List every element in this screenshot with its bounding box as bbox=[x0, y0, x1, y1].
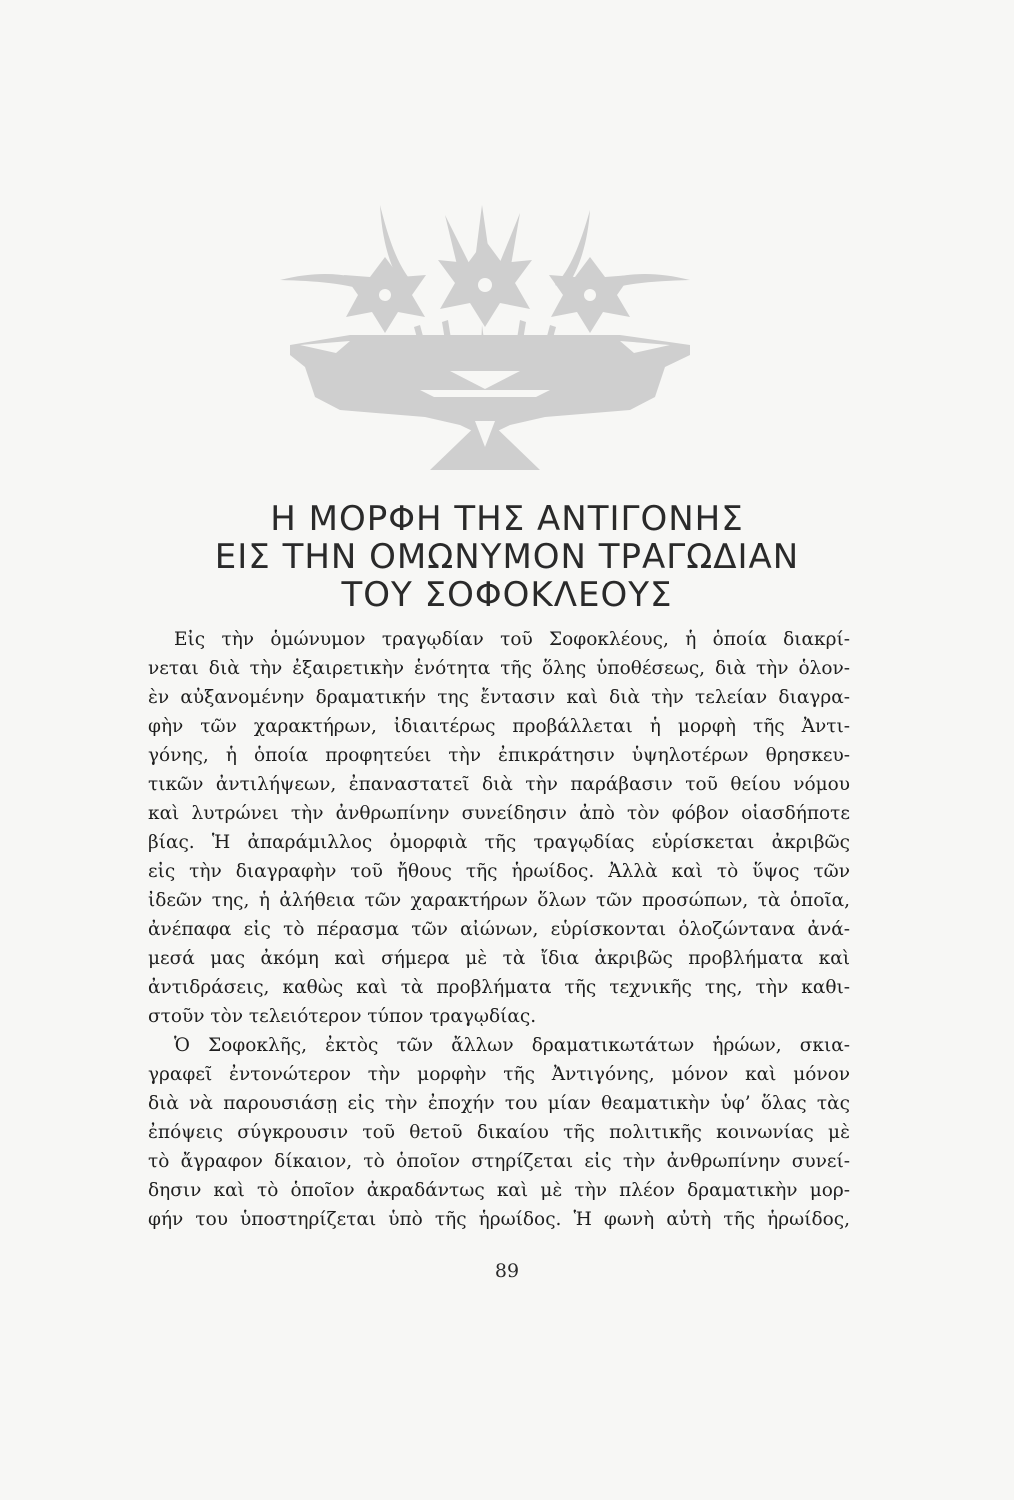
chapter-title bbox=[0, 500, 1014, 614]
text-line: φήν του ὑποστηρίζεται ὑπὸ τῆς ἡρωίδος. Ἡ φωνὴ αὐτὴ τῆς ἡρωίδος, bbox=[148, 1209, 850, 1230]
paragraph-1 bbox=[148, 625, 850, 1031]
page-number: 89 bbox=[494, 1260, 520, 1282]
vase-ornament bbox=[270, 185, 700, 475]
text-line: φὴν τῶν χαρακτήρων, ἰδιαιτέρως προβάλλεται ἡ μορφὴ τῆς Ἀντι- bbox=[148, 716, 850, 737]
text-line: εἰς τὴν διαγραφὴν τοῦ ἤθους τῆς ἡρωίδος. Ἀλλὰ καὶ τὸ ὕψος τῶν bbox=[148, 861, 850, 882]
text-line: τὸ ἄγραφον δίκαιον, τὸ ὁποῖον στηρίζεται εἰς τὴν ἀνθρωπίνην συνεί- bbox=[148, 1151, 850, 1172]
paragraph-2 bbox=[148, 1031, 850, 1234]
text-line: ἐπόψεις σύγκρουσιν τοῦ θετοῦ δικαίου τῆς πολιτικῆς κοινωνίας μὲ bbox=[148, 1122, 850, 1143]
text-line: ἀνέπαφα εἰς τὸ πέρασμα τῶν αἰώνων, εὑρίσκονται ὁλοζώντανα ἀνά- bbox=[148, 919, 850, 940]
text-line: μεσά μας ἀκόμη καὶ σήμερα μὲ τὰ ἴδια ἀκριβῶς προβλήματα καὶ bbox=[148, 948, 850, 969]
text-line: γραφεῖ ἐντονώτερον τὴν μορφὴν τῆς Ἀντιγόνης, μόνον καὶ μόνον bbox=[148, 1064, 850, 1085]
title-line-2: ΕΙΣ ΤΗΝ ΟΜΩΝΥΜΟΝ ΤΡΑΓΩΔΙΑΝ bbox=[214, 537, 800, 577]
text-line: γόνης, ἡ ὁποία προφητεύει τὴν ἐπικράτησιν ὑψηλοτέρων θρησκευ- bbox=[148, 745, 850, 766]
text-line: διὰ νὰ παρουσιάσῃ εἰς τὴν ἐποχήν του μίαν θεαματικὴν ὑφ’ ὅλας τὰς bbox=[148, 1093, 850, 1114]
body-text bbox=[148, 625, 850, 1234]
text-line: Ὁ Σοφοκλῆς, ἐκτὸς τῶν ἄλλων δραματικωτάτων ἡρώων, σκια- bbox=[174, 1035, 850, 1056]
title-line-3: ΤΟΥ ΣΟΦΟΚΛΕΟΥΣ bbox=[341, 575, 673, 615]
text-line: τικῶν ἀντιλήψεων, ἐπαναστατεῖ διὰ τὴν παράβασιν τοῦ θείου νόμου bbox=[148, 774, 850, 795]
text-line: Εἰς τὴν ὁμώνυμον τραγῳδίαν τοῦ Σοφοκλέους, ἡ ὁποία διακρί- bbox=[174, 629, 850, 650]
text-line: ὲν αὐξανομένην δραματικήν της ἔντασιν καὶ διὰ τὴν τελείαν διαγρα- bbox=[148, 687, 850, 708]
text-line: ἀντιδράσεις, καθὼς καὶ τὰ προβλήματα τῆς τεχνικῆς της, τὴν καθι- bbox=[148, 977, 850, 998]
text-line: στοῦν τὸν τελειότερον τύπον τραγῳδίας. bbox=[148, 1006, 537, 1027]
text-line: καὶ λυτρώνει τὴν ἀνθρωπίνην συνείδησιν ἀπὸ τὸν φόβον οἱασδήποτε bbox=[148, 803, 850, 824]
text-line: ἰδεῶν της, ἡ ἀλήθεια τῶν χαρακτήρων ὅλων τῶν προσώπων, τὰ ὁποῖα, bbox=[148, 890, 850, 911]
title-line-1: Η ΜΟΡΦΗ ΤΗΣ ΑΝΤΙΓΟΝΗΣ bbox=[270, 499, 744, 539]
text-line: δησιν καὶ τὸ ὁποῖον ἀκραδάντως καὶ μὲ τὴν πλέον δραματικὴν μορ- bbox=[148, 1180, 850, 1201]
text-line: νεται διὰ τὴν ἐξαιρετικὴν ἑνότητα τῆς ὅλης ὑποθέσεως, διὰ τὴν ὁλον- bbox=[148, 658, 850, 679]
text-line: βίας. Ἡ ἀπαράμιλλος ὀμορφιὰ τῆς τραγῳδίας εὑρίσκεται ἀκριβῶς bbox=[148, 832, 850, 853]
flower-vase-illustration bbox=[270, 185, 700, 475]
